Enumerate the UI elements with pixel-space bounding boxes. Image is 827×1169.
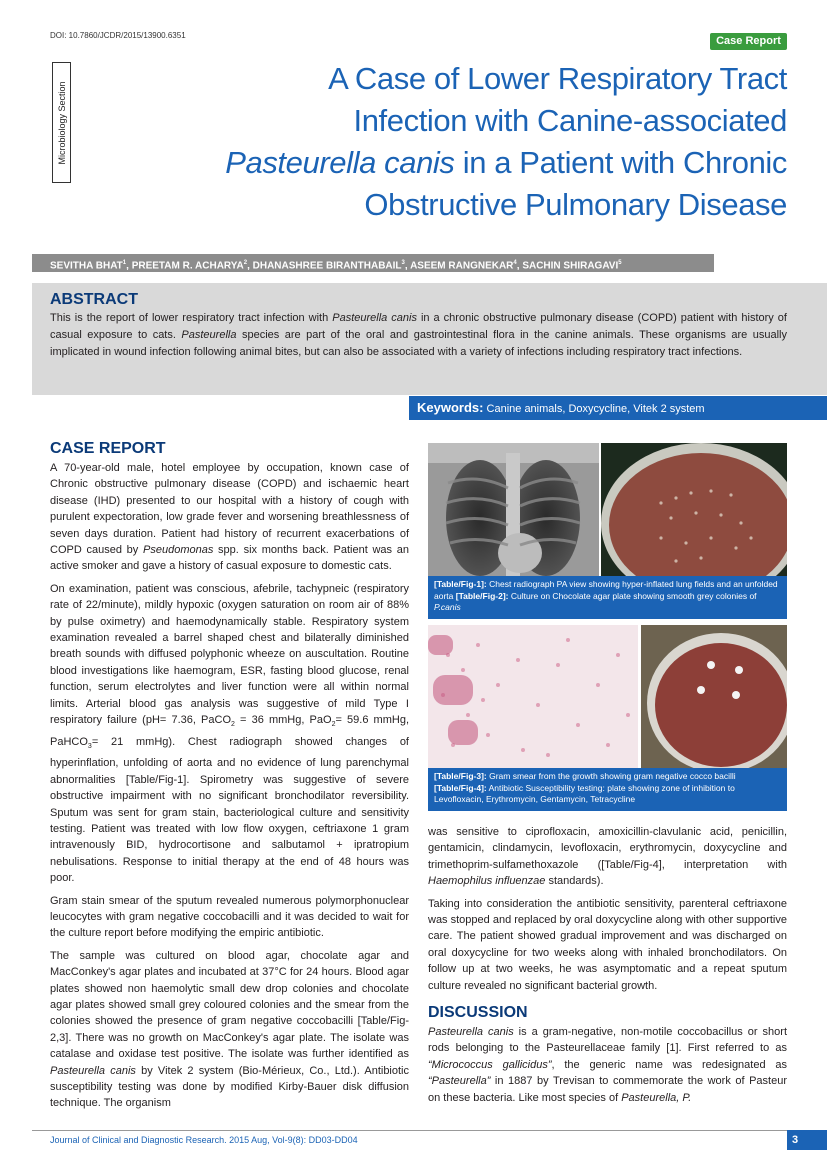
text-run: On examination, patient was conscious, afebrile, tachypneic (respiratory rate of 22/minute), mildly hypoxic (oxygen saturation on room air of 88% by pulse oximetry) and haemodynamically stable. Respiratory system examination revealed a barrel shaped chest and bilaterally diminished breath sounds with diffused polyphonic wheeze on auscultation. Routine blood investigations like haemogram, ESR, fasting blood glucose, renal function, serum electrolytes and liver function were all within normal limits. Arterial blood gas analysis was suggestive of mild Type I respiratory failure (pH= 7.36, PaCO: [50, 582, 409, 727]
author: SEVITHA BHAT: [50, 260, 123, 272]
paragraph: [50, 581, 409, 887]
right-column: [428, 824, 787, 1112]
text-italic: Pasteurella canis: [428, 1026, 514, 1039]
text-italic: Pseudomonas: [143, 544, 214, 557]
caption-text: Chest radiograph PA view showing hyper-inflated lung fields and an unfolded aorta: [434, 579, 778, 601]
keywords-label: Keywords:: [417, 400, 484, 415]
text-run: The sample was cultured on blood agar, chocolate agar and MacConkey's agar plates and incubated at 37°C for 24 hours. Blood agar plates showed non haemolytic small dew drop colonies and chocolate agar plates showed small grey coloured colonies and the smear from the colonies showed the presence of gram negative coccobacilli [Table/Fig-2,3]. There was no growth on MacConkey's agar plate. The isolate was catalase and oxidase test positive. The isolate was further identified as: [50, 949, 409, 1061]
chocolate-agar-figure: [601, 443, 787, 576]
text-run: in a chronic obstructive pulmonary disease (COPD) patient with history of casual exposure to cats.: [50, 312, 787, 341]
author-sup: 5: [618, 260, 622, 266]
case-report-heading: CASE REPORT: [50, 440, 166, 457]
figure-caption-1-2: [428, 576, 787, 619]
keywords-bar: [409, 396, 827, 420]
text-run: = 21 mmHg). Chest radiograph showed changes of hyperinflation, unfolding of aorta and no evidence of lung parenchymal abnormalities [Table/Fig-1]. Spirometry was suggestive of severe obstructive impairment with no significant bronchodilator reversibility. Sputum was sent for gram stain, bacteriological culture and sensitivity testing. Patient was treated with low flow oxygen, ceftriaxone 1 gram intravenously BID, hydrocortisone and salbutamol + ipratropium nebulisations. Response to initial therapy at the end of 48 hours was poor.: [50, 735, 409, 885]
text-run: = 59.6 mmHg, PaHCO: [50, 714, 410, 748]
text-run: was sensitive to ciprofloxacin, amoxicillin-clavulanic acid, penicillin, gentamicin, clindamycin, levofloxacin, erythromycin, doxycycline and trimethoprim-sulfamethoxazole ([Table/Fig-4], interpretation with: [428, 826, 787, 871]
agar-plate-image: [601, 443, 787, 576]
footer-rule: [32, 1130, 827, 1131]
text-run: spp. six months back. Patient was an active smoker and gave a history of casual exposure to domestic cats.: [50, 544, 409, 573]
author-sup: 3: [401, 260, 405, 266]
caption-label: [Table/Fig-3]:: [434, 771, 487, 781]
title-line-rest: in a Patient with Chronic: [454, 145, 787, 180]
gram-smear-figure: [428, 625, 638, 768]
author: ASEEM RANGNEKAR: [410, 260, 514, 272]
paragraph: [428, 1024, 787, 1106]
caption-label: [Table/Fig-1]:: [434, 579, 487, 589]
text-italic: Pasteurella: [181, 329, 237, 341]
text-italic: Pasteurella canis: [332, 312, 417, 324]
text-italic: Haemophilus influenzae: [428, 875, 546, 888]
discussion-heading: DISCUSSION: [428, 1004, 528, 1022]
caption-text: Culture on Chocolate agar plate showing smooth grey colonies of: [508, 590, 757, 601]
text-italic: Pasteurella, P.: [621, 1091, 692, 1104]
paragraph: Taking into consideration the antibiotic sensitivity, parenteral ceftriaxone was stopped and replaced by oral doxycycline along with other supportive care. The patient showed gradual improvement and was discharged on oral doxycycline for two weeks along with inhaled bronchodilators. On follow up at two weeks, he was asymptomatic and a repeat sputum culture revealed no significant bacterial growth.: [428, 897, 787, 992]
journal-citation: Journal of Clinical and Diagnostic Research. 2015 Aug, Vol-9(8): DD03-DD04: [50, 1135, 358, 1145]
chest-xray-image: [428, 443, 599, 576]
caption-label: [Table/Fig-4]:: [434, 782, 487, 793]
caption-italic: P.canis: [434, 602, 461, 612]
left-column: [50, 440, 409, 1118]
title-organism: Pasteurella canis: [225, 145, 455, 180]
author-sup: 4: [513, 260, 517, 266]
title-line: Infection with Canine-associated: [353, 103, 787, 138]
figure-caption-3-4: [428, 768, 787, 811]
title-line: Obstructive Pulmonary Disease: [364, 187, 787, 222]
title-line: A Case of Lower Respiratory Tract: [328, 61, 787, 96]
article-title: [150, 58, 787, 226]
subscript: 2: [331, 721, 336, 729]
caption-label: [Table/Fig-2]:: [455, 590, 509, 601]
abstract-heading: ABSTRACT: [50, 291, 138, 308]
text-run: , the generic name was redesignated as: [551, 1058, 787, 1071]
text-italic: Pasteurella canis: [50, 1064, 136, 1077]
author: DHANASHREE BIRANTHABAIL: [252, 260, 402, 272]
subscript: 3: [87, 742, 92, 750]
text-run: = 36 mmHg, PaO: [234, 714, 332, 727]
subscript: 2: [231, 721, 235, 729]
page-number: 3: [787, 1130, 827, 1150]
section-label-text: Microbiology Section: [56, 80, 67, 165]
text-run: in 1887 by Trevisan to commemorate the work of Pasteur on these bacteria. Like most species of: [428, 1075, 787, 1104]
paragraph: [50, 460, 409, 575]
text-run: A 70-year-old male, hotel employee by occupation, known case of Chronic obstructive pulmonary disease (COPD) and ischaemic heart disease (IHD) presented to our hospital with a history of cough with purulent expectoration, low grade fever and worsening breathlessness of seven days duration. Patient had history of recurrent exacerbations of COPD caused by: [50, 462, 409, 557]
text-run: species are part of the oral and gastrointestinal flora in the canine animals. These organisms are usually implicated in wound infection following animal bites, but can also be associated with a variety of infections including respiratory tract infections.: [50, 329, 787, 358]
keywords-text: Canine animals, Doxycycline, Vitek 2 system: [483, 403, 705, 415]
doi: DOI: 10.7860/JCDR/2015/13900.6351: [50, 31, 186, 40]
text-run: This is the report of lower respiratory tract infection with: [50, 312, 333, 324]
title-line: [150, 142, 787, 184]
section-label: [52, 62, 71, 183]
paragraph: [50, 948, 409, 1112]
susceptibility-plate-figure: [641, 625, 787, 768]
text-run: is a gram-negative, non-motile coccobacillus or short rods belonging to the Pasteurellaceae family [1]. First referred to as: [428, 1026, 787, 1055]
paragraph: [428, 824, 787, 890]
author: PREETAM R. ACHARYA: [131, 260, 244, 272]
caption-text: Antibiotic Susceptibility testing: plate showing zone of inhibition to Levofloxacin, Erythromycin, Gentamycin, Tetracycline: [434, 782, 735, 804]
petri-dish-image: [641, 625, 787, 768]
author-sup: 1: [122, 260, 127, 266]
author-bar: SEVITHA BHAT$^1$, PREETAM R. ACHARYA$^2$, DHANASHREE BIRANTHABAIL$^3$, ASEEM RANGNEKAR$^4$, SACHIN SHIRAGAVI$^5$: [32, 254, 714, 272]
abstract-text: [50, 310, 787, 361]
text-run: standards).: [545, 875, 604, 888]
chest-xray-figure: [428, 443, 599, 576]
text-italic: “Micrococcus gallicidus”: [428, 1058, 552, 1071]
caption-text: Gram smear from the growth showing gram negative cocco bacilli: [486, 771, 736, 781]
gram-smear-image: [428, 625, 638, 768]
case-report-badge: Case Report: [710, 33, 787, 50]
paragraph: Gram stain smear of the sputum revealed numerous polymorphonuclear leucocytes with gram negative coccobacilli and it was decided to wait for the culture report before modifying the empiric antibiotic.: [50, 894, 409, 940]
text-run: by Vitek 2 system (Bio-Mérieux, Co., Ltd.). Antibiotic susceptibility testing was done by modified Kirby-Bauer disk diffusion technique. The organism: [50, 1064, 409, 1110]
text-italic: “Pasteurella”: [428, 1075, 491, 1088]
author: SACHIN SHIRAGAVI: [522, 260, 619, 272]
author-sup: 2: [243, 260, 248, 266]
